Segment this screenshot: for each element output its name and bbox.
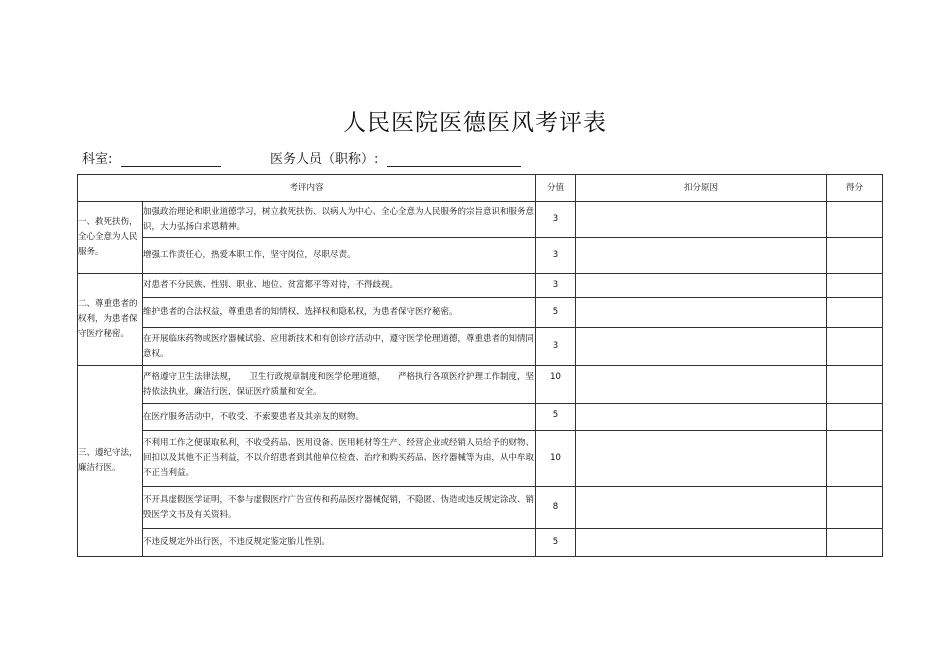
item-points: 5 — [536, 529, 576, 557]
staff-blank-line[interactable] — [387, 152, 521, 167]
page-title: 人民医院医德医风考评表 — [343, 110, 607, 136]
score-cell[interactable] — [827, 487, 883, 529]
deduction-reason-cell[interactable] — [576, 298, 827, 328]
item-text: 对患者不分民族、性别、职业、地位、贫富都平等对待，不得歧视。 — [143, 274, 536, 298]
table-row — [78, 529, 883, 557]
staff-label: 医务人员（职称）: — [270, 152, 379, 167]
deduction-reason-cell[interactable] — [576, 431, 827, 487]
department-field — [82, 148, 221, 167]
table-row — [78, 487, 883, 529]
item-text: 严格遵守卫生法律法规， 卫生行政规章制度和医学伦理道德， 严格执行各项医疗护理工作制度，坚持依法执业，廉洁行医，保证医疗质量和安全。 — [143, 366, 536, 404]
header-points: 分值 — [536, 175, 576, 202]
deduction-reason-cell[interactable] — [576, 238, 827, 274]
score-cell[interactable] — [827, 298, 883, 328]
staff-field — [270, 148, 521, 167]
item-text: 维护患者的合法权益，尊重患者的知情权、选择权和隐私权，为患者保守医疗秘密。 — [143, 298, 536, 328]
item-text: 在医疗服务活动中，不收受、不索要患者及其亲友的财物。 — [143, 404, 536, 431]
item-text: 增强工作责任心，热爱本职工作，坚守岗位，尽职尽责。 — [143, 238, 536, 274]
deduction-reason-cell[interactable] — [576, 328, 827, 366]
item-points: 10 — [536, 366, 576, 404]
score-cell[interactable] — [827, 274, 883, 298]
table-row — [78, 274, 883, 298]
score-cell[interactable] — [827, 366, 883, 404]
item-text: 在开展临床药物或医疗器械试验、应用新技术和有创诊疗活动中，遵守医学伦理道德，尊重患者的知情同意权。 — [143, 328, 536, 366]
item-text: 不违反规定外出行医，不违反规定鉴定胎儿性别。 — [143, 529, 536, 557]
header-row — [78, 175, 883, 202]
item-points: 5 — [536, 298, 576, 328]
item-points: 10 — [536, 431, 576, 487]
item-text: 加强政治理论和职业道德学习，树立救死扶伤、以病人为中心、全心全意为人民服务的宗旨意识和服务意识，大力弘扬白求恩精神。 — [143, 202, 536, 238]
item-points: 5 — [536, 404, 576, 431]
deduction-reason-cell[interactable] — [576, 202, 827, 238]
header-score: 得分 — [827, 175, 883, 202]
deduction-reason-cell[interactable] — [576, 404, 827, 431]
item-text: 不开具虚假医学证明，不参与虚假医疗广告宣传和药品医疗器械促销，不隐匿、伪造或违反规定涂改、销毁医学文书及有关资料。 — [143, 487, 536, 529]
category-1: 一、救死扶伤，全心全意为人民服务。 — [78, 202, 143, 274]
deduction-reason-cell[interactable] — [576, 529, 827, 557]
score-cell[interactable] — [827, 431, 883, 487]
item-text: 不利用工作之便谋取私利，不收受药品、医用设备、医用耗材等生产、经营企业或经销人员给予的财物、回扣以及其他不正当利益，不以介绍患者到其他单位检查、治疗和购买药品、医疗器械等为由，从中牟取不正当利益。 — [143, 431, 536, 487]
item-points: 3 — [536, 274, 576, 298]
score-cell[interactable] — [827, 238, 883, 274]
deduction-reason-cell[interactable] — [576, 274, 827, 298]
item-points: 3 — [536, 238, 576, 274]
category-3: 三、遵纪守法，廉洁行医。 — [78, 366, 143, 557]
table-row — [78, 238, 883, 274]
header-content: 考评内容 — [78, 175, 536, 202]
item-points: 8 — [536, 487, 576, 529]
score-cell[interactable] — [827, 404, 883, 431]
score-cell[interactable] — [827, 202, 883, 238]
table-row — [78, 328, 883, 366]
evaluation-table — [77, 174, 883, 557]
item-points: 3 — [536, 202, 576, 238]
deduction-reason-cell[interactable] — [576, 366, 827, 404]
department-blank-line[interactable] — [121, 152, 221, 167]
header-deduction-reason: 扣分原因 — [576, 175, 827, 202]
department-label: 科室: — [82, 152, 113, 167]
table-row — [78, 431, 883, 487]
table-row — [78, 404, 883, 431]
table-row — [78, 366, 883, 404]
table-row — [78, 202, 883, 238]
item-points: 3 — [536, 328, 576, 366]
score-cell[interactable] — [827, 328, 883, 366]
score-cell[interactable] — [827, 529, 883, 557]
category-2: 二、尊重患者的权利，为患者保守医疗秘密。 — [78, 274, 143, 366]
deduction-reason-cell[interactable] — [576, 487, 827, 529]
table-row — [78, 298, 883, 328]
